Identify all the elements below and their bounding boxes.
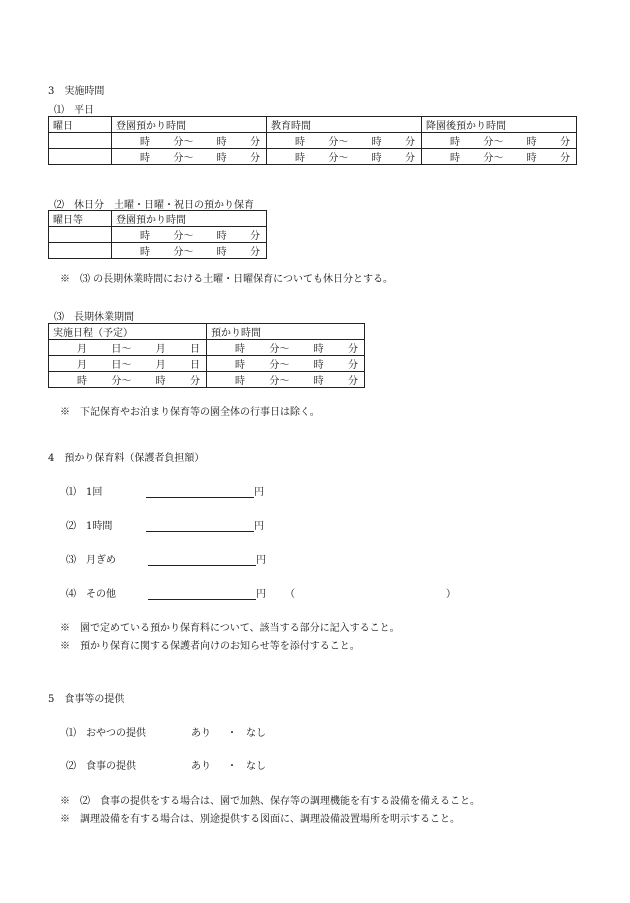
date-cell: 月 日〜 月 日 [49, 356, 207, 372]
holiday-table [48, 210, 267, 259]
snack-option-no: なし [246, 728, 266, 739]
table-header-row [49, 117, 577, 133]
header-morning-care: 登園預かり時間 [112, 117, 267, 133]
long-vacation-subtitle: ⑶ 長期休業期間 [54, 312, 134, 323]
weekday-table [48, 116, 577, 165]
time-cell: 時 分〜 時 分 [267, 133, 422, 149]
snack-separator: ・ [227, 728, 237, 739]
time-cell: 時 分〜 時 分 [112, 149, 267, 165]
header-schedule: 実施日程（予定） [49, 324, 207, 340]
fee-label-hour: ⑵ 1時間 [66, 521, 113, 532]
meal-separator: ・ [227, 761, 237, 772]
table-row [49, 227, 267, 243]
long-vacation-table [48, 323, 365, 388]
section-3-title: 3 実施時間 [48, 86, 105, 97]
time-cell: 時 分〜 時 分 [112, 243, 267, 259]
header-day: 曜日 [49, 117, 112, 133]
paren-close: ） [446, 589, 456, 600]
header-afternoon-care: 降園後預かり時間 [422, 117, 577, 133]
time-cell: 時 分〜 時 分 [112, 133, 267, 149]
fee-field-other: 円 [148, 585, 266, 600]
day-cell [49, 133, 112, 149]
table-row [49, 340, 365, 356]
header-day-etc: 曜日等 [49, 211, 112, 227]
paren-open: （ [285, 589, 295, 600]
time-cell: 時 分〜 時 分 [112, 227, 267, 243]
header-education: 教育時間 [267, 117, 422, 133]
day-cell [49, 149, 112, 165]
fee-label-other: ⑷ その他 [66, 589, 116, 600]
time-cell: 時 分〜 時 分 [207, 340, 365, 356]
time-cell: 時 分〜 時 分 [422, 133, 577, 149]
day-cell [49, 243, 112, 259]
snack-label: ⑴ おやつの提供 [66, 728, 146, 739]
holiday-note: ※ ⑶ の長期休業時間における土曜・日曜保育についても休日分とする。 [60, 274, 393, 285]
fee-field-monthly: 円 [148, 551, 266, 566]
day-cell [49, 227, 112, 243]
long-vacation-note: ※ 下記保育やお泊まり保育等の園全体の行事日は除く。 [60, 407, 320, 418]
table-header-row [49, 211, 267, 227]
table-row [49, 133, 577, 149]
fee-note-2: ※ 預かり保育に関する保護者向けのお知らせ等を添付すること。 [60, 641, 360, 652]
header-morning-care: 登園預かり時間 [112, 211, 267, 227]
fee-field-hour: 円 [146, 517, 264, 532]
table-header-row [49, 324, 365, 340]
table-row [49, 243, 267, 259]
meal-note-1: ※ ⑵ 食事の提供をする場合は、園で加熱、保存等の調理機能を有する設備を備えること。 [60, 796, 480, 807]
meal-note-2: ※ 調理設備を有する場合は、別途提供する図面に、調理設備設置場所を明示すること。 [60, 814, 460, 825]
time-cell: 時 分〜 時 分 [207, 372, 365, 388]
header-care-time: 預かり時間 [207, 324, 365, 340]
fee-label-monthly: ⑶ 月ぎめ [66, 555, 116, 566]
time-cell: 時 分〜 時 分 [207, 356, 365, 372]
table-row [49, 149, 577, 165]
section-5-title: 5 食事等の提供 [48, 694, 125, 705]
fee-note-1: ※ 園で定めている預かり保育料について、該当する部分に記入すること。 [60, 623, 400, 634]
fee-field-once: 円 [146, 483, 264, 498]
meal-label: ⑵ 食事の提供 [66, 761, 136, 772]
table-row [49, 372, 365, 388]
snack-option-yes: あり [191, 728, 211, 739]
time-cell: 時 分〜 時 分 [49, 372, 207, 388]
meal-option-yes: あり [191, 761, 211, 772]
table-row [49, 356, 365, 372]
fee-label-once: ⑴ 1回 [66, 487, 103, 498]
meal-option-no: なし [246, 761, 266, 772]
time-cell: 時 分〜 時 分 [422, 149, 577, 165]
section-4-title: 4 預かり保育料（保護者負担額） [48, 453, 205, 464]
time-cell: 時 分〜 時 分 [267, 149, 422, 165]
date-cell: 月 日〜 月 日 [49, 340, 207, 356]
holiday-subtitle: ⑵ 休日分 土曜・日曜・祝日の預かり保育 [54, 200, 254, 211]
weekday-subtitle: ⑴ 平日 [54, 105, 94, 116]
